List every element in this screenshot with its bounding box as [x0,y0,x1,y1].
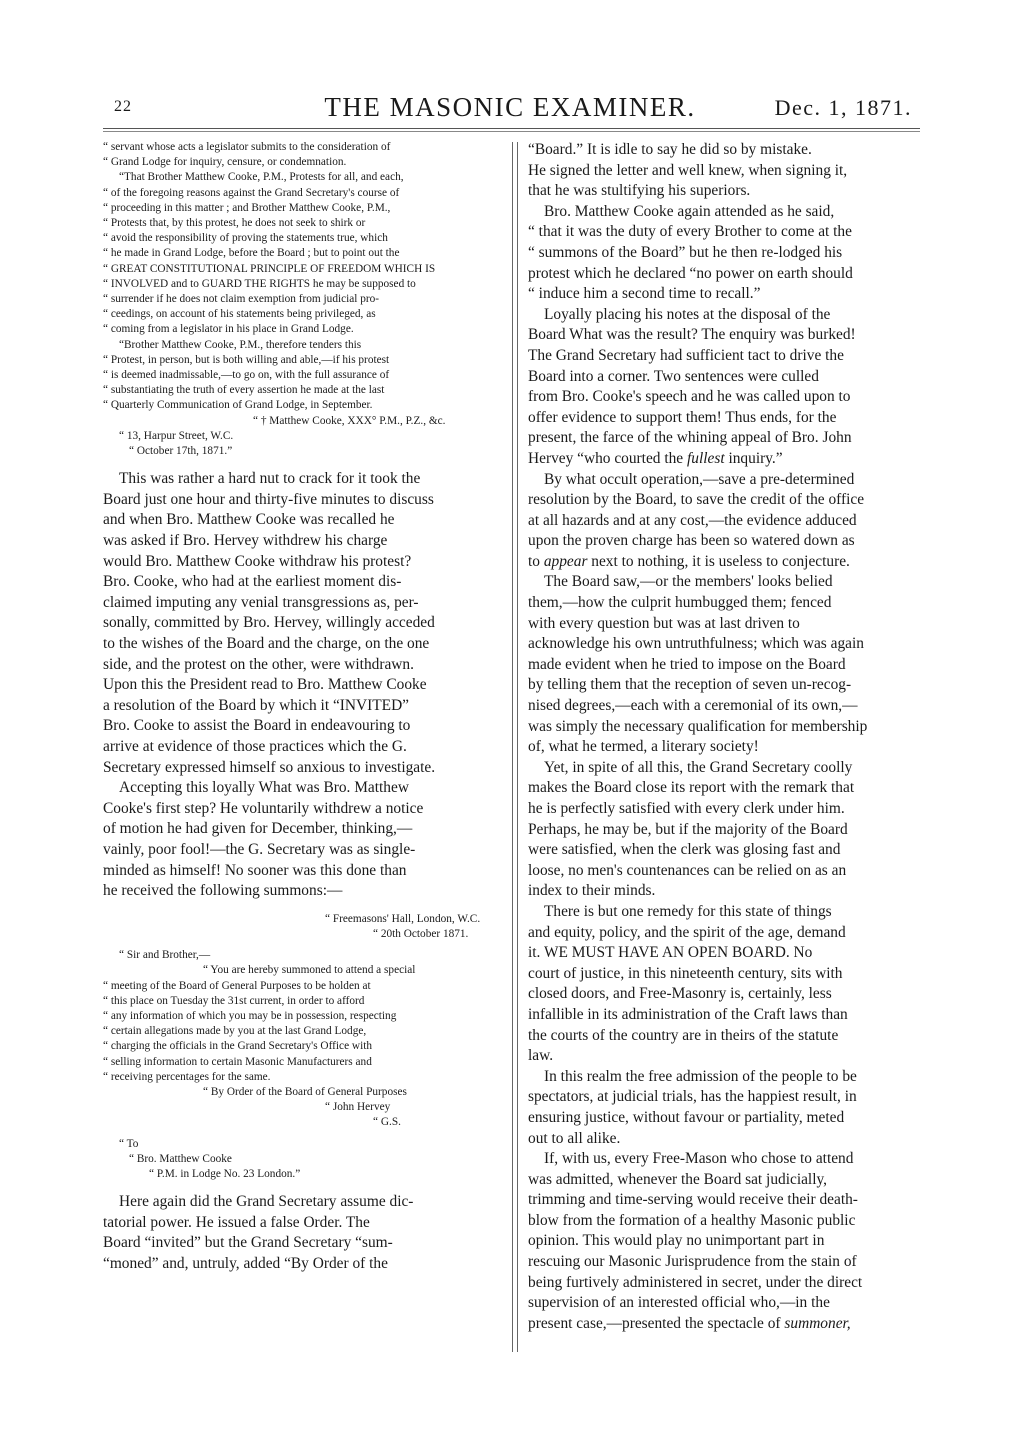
text-line: Upon this the President read to Bro. Matthew Cooke [103,676,427,694]
text-line: side, and the protest on the other, were withdrawn. [103,655,414,673]
text-line: “moned” and, untruly, added “By Order of the [103,1254,388,1272]
text-line: protest which he declared “no power on earth should [528,264,853,282]
text-line: of motion he had given for December, thinking,— [103,820,413,838]
text-line: of, what he termed, a literary society! [528,738,759,756]
text-line: trimming and time-serving would receive their death- [528,1191,858,1209]
text-line: from Bro. Cooke's speech and he was called upon to [528,388,851,406]
paragraph [103,1192,500,1274]
text-line: spectators, at judicial trials, has the happiest result, in [528,1088,857,1106]
text-line: ensuring justice, without favour or partiality, meted [528,1108,845,1126]
text-line: index to their minds. [528,882,656,900]
text-span: Hervey “who courted the [528,449,687,467]
text-line: and when Bro. Matthew Cooke was recalled he [103,511,395,529]
text-line: acknowledge his own untruthfulness; which was again [528,635,864,653]
text-line: “ charging the officials in the Grand Secretary's Office with [103,1040,372,1053]
text-line: sonally, committed by Bro. Hervey, willingly acceded [103,614,435,632]
summons-to: “ To [119,1137,139,1150]
text-line: at all hazards and at any cost,—the evidence adduced [528,511,857,529]
text-line: “ INVOLVED and to GUARD THE RIGHTS he may be supposed to [103,277,416,290]
text-line: “ induce him a second time to recall.” [528,285,761,303]
text-line: “ You are hereby summoned to attend a special [203,964,416,977]
publication-title: THE MASONIC EXAMINER. [324,92,696,122]
text-line: Accepting this loyally What was Bro. Matthew [119,779,409,797]
text-line: “ any information of which you may be in possession, respecting [103,1009,397,1022]
paragraph [528,572,920,757]
text-line: “ Protests that, by this protest, he does not seek to shirk or [103,217,366,230]
text-line: “ he made in Grand Lodge, before the Board ; but to point out the [103,247,400,260]
text-line: The Board saw,—or the members' looks belied [544,573,833,591]
summons-date: “ 20th October 1871. [373,927,469,940]
text-span: inquiry.” [724,449,783,467]
text-line: “Board.” It is idle to say he did so by mistake. [528,141,812,158]
protest-address: “ 13, Harpur Street, W.C. [119,429,234,442]
text-line: made evident when he tried to impose on the Board [528,655,846,673]
text-line: “ coming from a legislator in his place in Grand Lodge. [103,323,354,336]
text-line: and equity, policy, and the spirit of the age, demand [528,923,846,941]
text-line: arrive at evidence of those practices which the G. [103,737,407,755]
text-line: Bro. Cooke, who had at the earliest moment dis- [103,573,402,591]
column-divider [512,142,518,1352]
summons-addressee-lodge: “ P.M. in Lodge No. 23 London.” [149,1167,301,1180]
text-line: was asked if Bro. Hervey withdrew his charge [103,532,388,550]
text-line: claimed imputing any venial transgressions as, per- [103,593,419,611]
text-line: “ Grand Lodge for inquiry, censure, or condemnation. [103,156,347,169]
text-line: “ of the foregoing reasons against the Grand Secretary's course of [103,186,400,199]
text-line: “ receiving percentages for the same. [103,1070,271,1083]
paragraph [528,140,920,202]
text-line: blow from the formation of a healthy Masonic public [528,1211,856,1229]
text-line: If, with us, every Free-Mason who chose to attend [544,1150,854,1168]
text-line: law. [528,1047,554,1065]
text-line: “ that it was the duty of every Brother to come at the [528,223,852,241]
text-line [528,1314,920,1335]
text-line: were satisfied, when the clerk was glosing fast and [528,841,841,859]
text-line: Here again did the Grand Secretary assume dic- [119,1193,414,1211]
text-line: By what occult operation,—save a pre-determined [544,470,855,488]
text-span: to [528,552,544,570]
summons-letter [103,912,500,1182]
left-column [103,140,500,1275]
text-line: “ GREAT CONSTITUTIONAL PRINCIPLE OF FREEDOM WHICH IS [103,262,436,275]
text-line: Perhaps, he may be, but if the majority of the Board [528,820,848,838]
text-line: was simply the necessary qualification for membership [528,717,868,735]
issue-date: Dec. 1, 1871. [774,95,912,120]
text-line: he received the following summons:— [103,882,343,900]
text-line: offer evidence to support them! Thus ends, for the [528,408,837,426]
text-line: “ servant whose acts a legislator submits to the consideration of [103,141,391,153]
text-line: that he was stultifying his superiors. [528,182,751,200]
text-line: “ surrender if he does not claim exemption from judicial pro- [103,293,380,306]
text-line: The Grand Secretary had sufficient tact to drive the [528,346,844,364]
paragraph [103,469,500,778]
text-line: would Bro. Matthew Cooke withdraw his protest? [103,552,412,570]
text-line: “ is deemed inadmissable,—to go on, with the full assurance of [103,369,390,382]
text-line: rescuing our Masonic Jurisprudence from the stain of [528,1253,857,1271]
summons-order: “ By Order of the Board of General Purposes [203,1085,407,1098]
right-column [528,140,920,1334]
text-line: loose, no men's countenances can be relied on as an [528,861,847,879]
text-line: present, the farce of the whining appeal of Bro. John [528,429,852,447]
emphasis: summoner, [784,1314,851,1332]
paragraph [528,202,920,305]
text-line: Board “invited” but the Grand Secretary “sum- [103,1234,393,1252]
text-line: “Brother Matthew Cooke, P.M., therefore tenders this [119,338,362,351]
header-rule [103,128,920,129]
protest-signature: “ † Matthew Cooke, XXX° P.M., P.Z., &c. [253,414,446,427]
text-line: “ avoid the responsibility of proving the statements true, which [103,232,388,245]
paragraph [528,305,920,470]
paragraph [528,1149,920,1334]
summons-addressee: “ Bro. Matthew Cooke [129,1152,232,1165]
paragraph [528,1067,920,1149]
summons-place: “ Freemasons' Hall, London, W.C. [325,912,481,925]
text-line: tatorial power. He issued a false Order. The [103,1213,370,1231]
text-line: closed doors, and Free-Masonry is, certainly, less [528,985,832,1003]
text-line: he is perfectly satisfied with every clerk under him. [528,800,845,817]
text-line: a resolution of the Board by which it “INVITED” [103,696,410,714]
text-line: Cooke's first step? He voluntarily withdrew a notice [103,799,424,817]
text-line: Board into a corner. Two sentences were culled [528,367,819,385]
emphasis: appear [543,552,588,570]
text-line: makes the Board close its report with the remark that [528,779,855,797]
text-line: Secretary expressed himself so anxious to investigate. [103,758,436,776]
text-line: infallible in its administration of the Craft laws than [528,1005,848,1023]
summons-signer: “ John Hervey [325,1101,391,1114]
text-line: Yet, in spite of all this, the Grand Secretary coolly [544,758,853,776]
text-line: “ meeting of the Board of General Purposes to be holden at [103,979,371,992]
text-line: by telling them that the reception of seven un-recog- [528,676,852,694]
text-line: to the wishes of the Board and the charge, on the one [103,635,430,653]
text-line: vainly, poor fool!—the G. Secretary was as single- [103,840,416,858]
paragraph [528,902,920,1067]
paragraph [528,470,920,573]
text-line: nised degrees,—each with a ceremonial of its own,— [528,697,858,715]
text-line [528,449,920,470]
text-line: court of justice, in this nineteenth century, sits with [528,964,843,982]
text-line: out to all alike. [528,1129,621,1147]
protest-date: “ October 17th, 1871.” [129,445,233,458]
text-line: “ certain allegations made by you at the last Grand Lodge, [103,1025,367,1038]
text-line: was admitted, whenever the Board sat judicially, [528,1170,828,1188]
text-span: next to nothing, it is useless to conjecture. [587,552,850,570]
text-line: Loyally placing his notes at the disposal of the [544,305,831,323]
text-line: In this realm the free admission of the people to be [544,1067,857,1085]
text-line: being furtively administered in secret, under the direct [528,1273,863,1291]
text-line: This was rather a hard nut to crack for it took the [119,470,421,488]
text-line: There is but one remedy for this state of things [544,902,832,920]
text-line: “ Quarterly Communication of Grand Lodge, in September. [103,399,373,412]
protest-text [103,140,500,459]
summons-salutation: “ Sir and Brother,— [119,949,211,962]
text-line: supervision of an interested official who,—in the [528,1294,830,1312]
text-line: it. WE MUST HAVE AN OPEN BOARD. No [528,944,813,962]
summons-signer-title: “ G.S. [373,1116,401,1129]
text-line: “ proceeding in this matter ; and Brother Matthew Cooke, P.M., [103,201,391,214]
text-line: resolution by the Board, to save the credit of the office [528,491,865,509]
text-line: “That Brother Matthew Cooke, P.M., Protests for all, and each, [119,171,404,184]
text-line: “ summons of the Board” but he then re-lodged his [528,243,843,261]
text-line: with every question but was at last driven to [528,614,800,632]
text-span: present case,—presented the spectacle of [528,1314,785,1332]
text-line: opinion. This would play no unimportant part in [528,1232,825,1250]
text-line: Bro. Matthew Cooke again attended as he said, [544,202,835,220]
text-line: “ substantiating the truth of every assertion he made at the last [103,384,385,397]
text-line: “ this place on Tuesday the 31st current, in order to afford [103,994,365,1007]
text-line: He signed the letter and well knew, when signing it, [528,161,848,179]
text-line: them,—how the culprit humbugged them; fenced [528,594,832,612]
text-line: upon the proven charge has been so watered down as [528,532,855,550]
text-line: minded as himself! No sooner was this done than [103,861,407,879]
text-line: Bro. Cooke to assist the Board in endeavouring to [103,717,411,735]
text-line [528,552,920,573]
text-line: Board just one hour and thirty-five minutes to discuss [103,490,434,508]
paragraph [103,778,500,902]
header-rule-lower [103,131,920,132]
text-line: the courts of the country are in theirs of the statute [528,1026,839,1044]
text-line: “ Protest, in person, but is both willing and able,—if his protest [103,353,390,366]
text-line: “ ceedings, on account of his statements being privileged, as [103,308,376,321]
page-header [100,92,920,126]
page-number: 22 [114,98,132,115]
paragraph [528,758,920,902]
text-line: “ selling information to certain Masonic Manufacturers and [103,1055,372,1068]
emphasis: fullest [686,449,725,467]
text-line: Board What was the result? The enquiry was burked! [528,326,856,344]
